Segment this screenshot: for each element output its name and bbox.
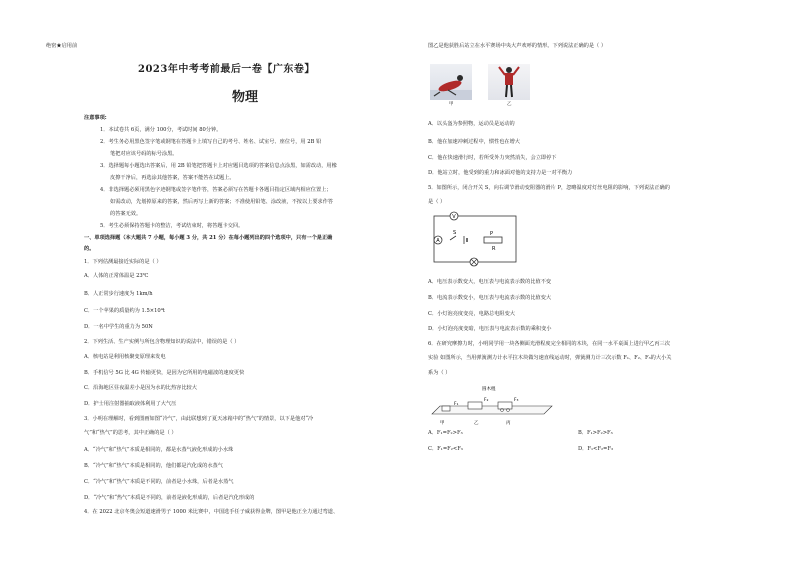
note-item: 3．选择题每小题选出答案后，用 2B 铅笔把答题卡上对应题目选项的答案信息点涂黑，如需改动，用橡 xyxy=(100,163,337,169)
note-item: 如需改动，先划掉原来的答案，然后再写上新的答案；不准使用铅笔、涂改液，不按以上要求作答 xyxy=(110,199,334,205)
friction-experiment-figure xyxy=(428,384,558,428)
sub-label-yi: 乙 xyxy=(474,421,479,426)
voltmeter-label: V xyxy=(452,214,456,220)
note-item: 1．本试卷共 6页，满分 100分，考试时间 80分钟。 xyxy=(100,127,222,133)
note-item: 4．非选择题必须用黑色字迹钢笔或签字笔作答，答案必须写在答题卡各题目指定区域内相应位置上； xyxy=(100,187,332,193)
q5-option-a: A．电压表示数变大，电压表与电流表示数的比值不变 xyxy=(428,279,552,285)
ammeter-label: A xyxy=(436,238,440,244)
force-f3-label: F₃ xyxy=(514,398,519,403)
rod-label: 圆木棍 xyxy=(482,387,496,392)
skater-turning-image xyxy=(430,64,472,100)
q5-stem: 5．如图所示，闭合开关 S，向右调节滑动变阻器的滑片 P，忽略温度对灯丝电阻的影响，下列说法正确的 xyxy=(428,185,670,191)
q3-stem-cont: 气”和“热气”的思考，其中正确的是（ ） xyxy=(84,430,177,436)
skater-standing-image xyxy=(488,64,530,100)
note-item: 笔把对应该号码的标号涂黑。 xyxy=(110,151,178,157)
q6-stem: 6．在研究摩擦力时，小明同学用一块各侧面光滑程度完全相同的木块，在同一水平桌面上进行甲乙丙三次 xyxy=(428,341,670,347)
secret-mark: 绝密★启用前 xyxy=(46,43,78,49)
photo-label-yi: 乙 xyxy=(507,102,512,107)
section-heading: 一、单项选择题（本大题共 7 小题，每小题 3 分，共 21 分）在每小题列出的四个选项中，只有一个是正确 xyxy=(84,235,333,241)
q6-option-d: D．F₁<F₂=F₃ xyxy=(578,446,614,452)
q5-option-b: B．电流表示数变小，电压表与电流表示数的比值变大 xyxy=(428,295,552,301)
slider-label: P xyxy=(490,231,494,237)
q6-option-a: A．F₁=F₂>F₃ xyxy=(428,430,463,436)
q5-stem-cont: 是（ ） xyxy=(428,199,446,205)
force-f1-label: F₁ xyxy=(454,402,459,407)
q3-option-d: D．“冷气”和“热气”本质是不同的，前者是液化形成的，后者是汽化形成的 xyxy=(84,495,255,501)
section-heading-cont: 的。 xyxy=(84,246,95,252)
q6-option-b: B．F₁>F₂>F₃ xyxy=(578,430,613,436)
note-item: 5．考生必须保持答题卡的整洁，考试结束时，将答题卡交回。 xyxy=(100,223,244,229)
q4-stem-cont: 图乙是他获胜后站立在水平赛场中央大声欢呼的情形。下列说法正确的是（ ） xyxy=(428,43,607,49)
resistor-label: R xyxy=(492,246,496,252)
q3-stem: 3．小明在理解时，看到图画如图“冷气”，由此联想到了夏天冰箱中的“热气”的情景，以下是他对“冷 xyxy=(84,416,314,422)
q5-option-d: D．小灯泡亮度变暗，电压表与电流表示数的乘积变小 xyxy=(428,326,552,332)
subject-title: 物理 xyxy=(232,90,259,105)
exam-title: 2023年中考考前最后一卷【广东卷】 xyxy=(138,64,315,75)
circuit-diagram xyxy=(428,208,520,268)
note-item: 皮擦干净后，再选涂其他答案，答案不能答在试题上。 xyxy=(110,175,235,181)
q4-option-c: C．他在快速滑行时，若所受外力突然消失，会立即停下 xyxy=(428,155,557,161)
q1-option-d: D．一名中学生的重力为 50N xyxy=(84,324,153,330)
q2-option-a: A．核电站是利用核聚变原理来发电 xyxy=(84,354,166,360)
q1-option-b: B．人正常步行速度为 1km/h xyxy=(84,291,153,297)
q3-option-a: A．“冷气”和“热气”本质是相同的，都是水蒸气液化形成的小水珠 xyxy=(84,447,234,453)
q3-option-c: C．“冷气”和“热气”本质是不同的，前者是小水珠，后者是水蒸气 xyxy=(84,479,234,485)
photo-label-jia: 甲 xyxy=(449,102,454,107)
q4-option-a: A．以头盔为参照物，运动员是运动的 xyxy=(428,121,515,127)
q2-option-b: B．手机信号 5G 比 4G 传输更快，是因为它所用的电磁波的速度更快 xyxy=(84,370,245,376)
q6-stem-cont: 实验 如图所示，当用弹簧测力计水平拉木块做匀速直线运动时，弹簧测力计三次示数 F₁、F₂、F₃的大小关 xyxy=(428,355,672,361)
force-f2-label: F₂ xyxy=(484,398,489,403)
notes-heading: 注意事项: xyxy=(84,115,107,121)
q2-option-c: C．沿海地区昼夜温差小是因为水的比热容比较大 xyxy=(84,385,197,391)
switch-label: S xyxy=(453,230,457,236)
skater-photos xyxy=(430,64,530,107)
q1-option-a: A．人体的正常体温是 23℃ xyxy=(84,273,149,279)
q4-option-b: B．他在加速冲刺过程中，惯性也在增大 xyxy=(428,139,520,145)
q1-option-c: C．一个苹果的质量约为 1.5×10⁴t xyxy=(84,308,165,314)
q4-stem: 4．在 2022 北京冬奥会短道速滑男子 1000 米比赛中，中国选手任子威获得金牌，图甲是他正全力通过弯道、 xyxy=(84,509,339,515)
note-item: 2．考生务必用黑色签字笔或钢笔在答题卡上填写自己的考号、姓名、试室号、座位号，用 2B 铅 xyxy=(100,139,322,145)
q2-option-d: D．护士用注射器抽取液体利用了大气压 xyxy=(84,401,177,407)
q1-stem: 1．下列估测最接近实际的是（ ） xyxy=(84,259,162,265)
q3-option-b: B．“冷气”和“热气”本质是相同的，他们都是汽化成的水蒸气 xyxy=(84,463,223,469)
q6-stem-cont2: 系为（ ） xyxy=(428,370,451,376)
q2-stem: 2．下列生活、生产实例与所包含物理知识的说法中，错误的是（ ） xyxy=(84,339,240,345)
q4-option-d: D．他站立时，他受到的重力和冰面对他的支持力是一对平衡力 xyxy=(428,170,573,176)
q5-option-c: C．小灯泡亮度变亮，电路总电阻变大 xyxy=(428,311,515,317)
sub-label-bing: 丙 xyxy=(506,421,511,426)
sub-label-jia: 甲 xyxy=(440,421,445,426)
note-item: 的答案无效。 xyxy=(110,211,142,217)
q6-option-c: C．F₁=F₂<F₃ xyxy=(428,446,463,452)
